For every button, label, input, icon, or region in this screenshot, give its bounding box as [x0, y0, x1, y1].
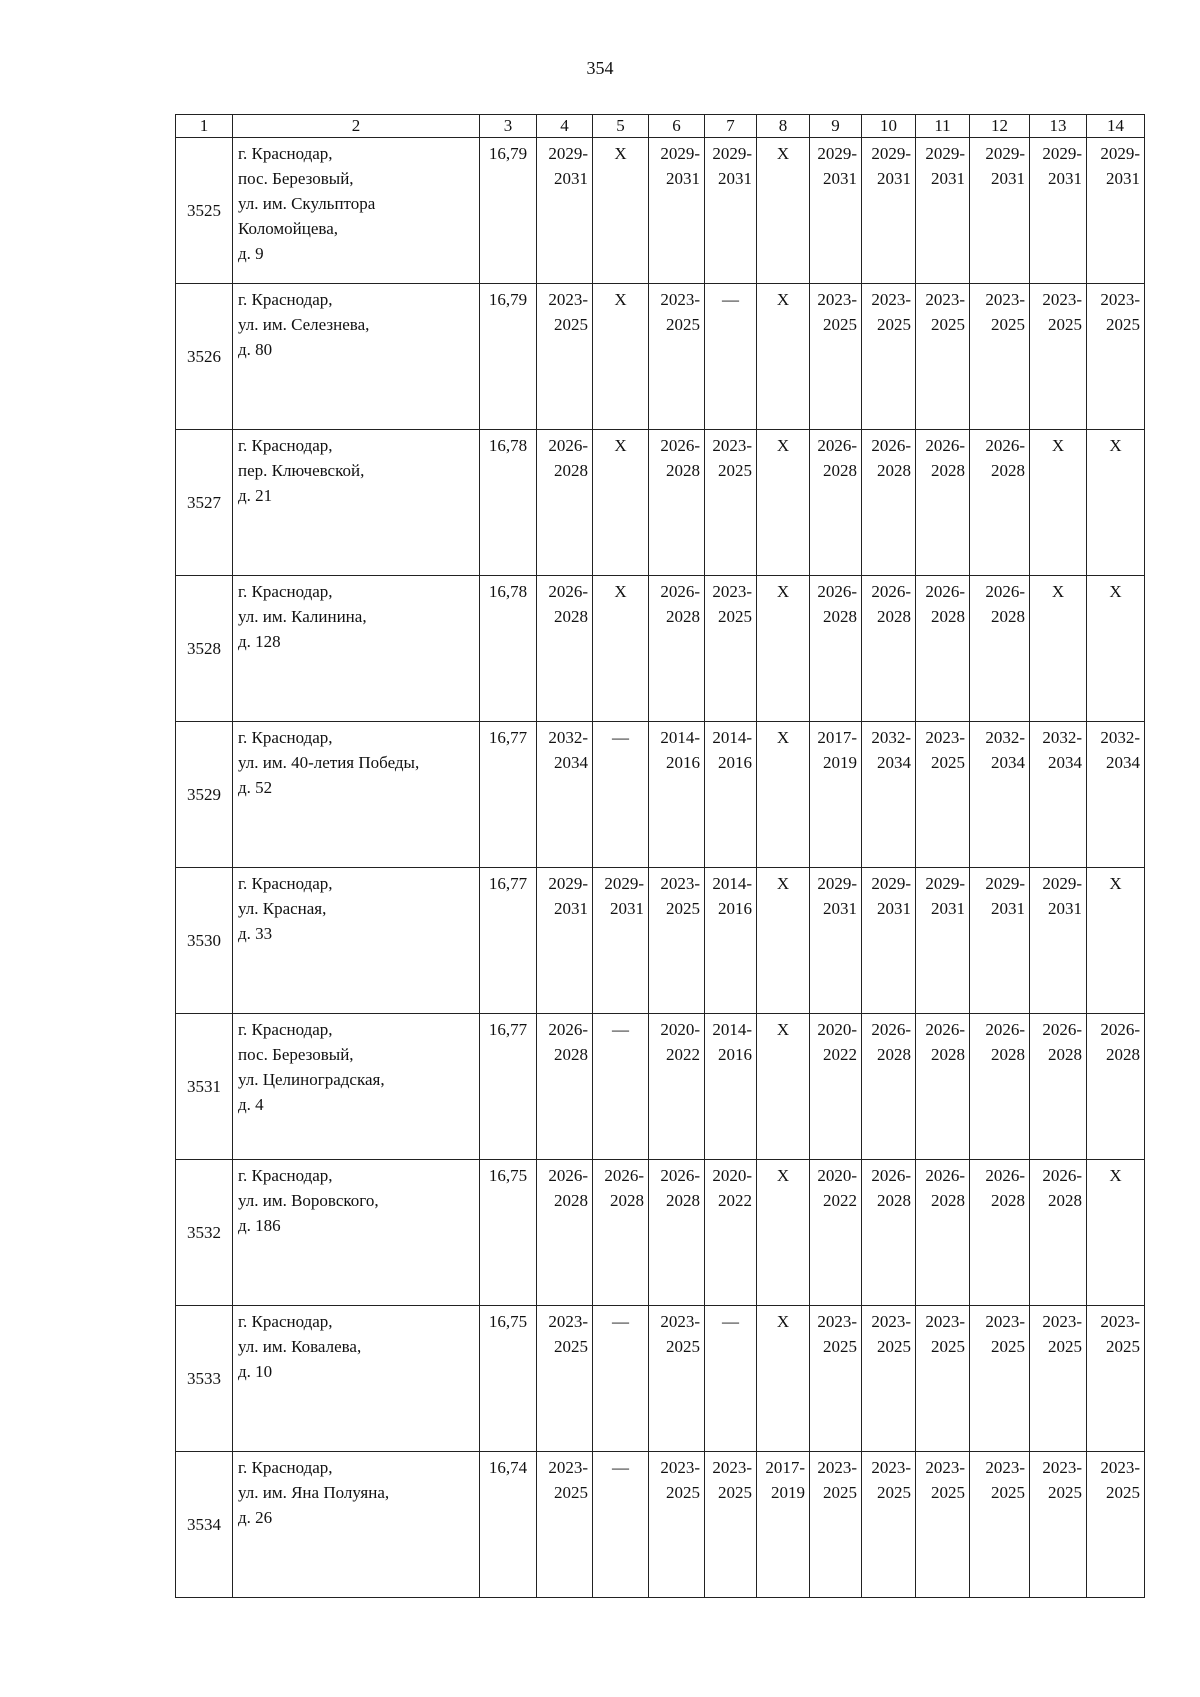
address-line: г. Краснодар,: [238, 436, 333, 455]
period-cell: X: [593, 284, 649, 430]
period-cell: 2029- 2031: [810, 868, 862, 1014]
register-table: [175, 114, 1145, 1598]
area-cell: 16,74: [480, 1452, 537, 1598]
address-cell: [233, 284, 480, 430]
period-cell: 2026- 2028: [1030, 1014, 1087, 1160]
address-line: ул. им. Яна Полуяна,: [238, 1483, 390, 1502]
period-cell: 2029- 2031: [1030, 868, 1087, 1014]
period-cell: 2026- 2028: [1030, 1160, 1087, 1306]
column-header: 6: [649, 115, 705, 138]
table-row: [176, 284, 1145, 430]
address-cell: [233, 722, 480, 868]
table-row: [176, 722, 1145, 868]
area-cell: 16,77: [480, 868, 537, 1014]
column-header: 10: [862, 115, 916, 138]
period-cell: 2023- 2025: [537, 1452, 593, 1598]
period-cell: X: [757, 1014, 810, 1160]
period-cell: X: [1087, 430, 1145, 576]
address-line: д. 9: [238, 244, 264, 263]
period-cell: 2032- 2034: [1087, 722, 1145, 868]
period-cell: X: [757, 284, 810, 430]
period-cell: 2026- 2028: [916, 1160, 970, 1306]
period-cell: 2026- 2028: [537, 1014, 593, 1160]
address-line: ул. им. Ковалева,: [238, 1337, 362, 1356]
column-header: 7: [705, 115, 757, 138]
address-line: ул. им. Калинина,: [238, 607, 367, 626]
period-cell: 2026- 2028: [810, 576, 862, 722]
period-cell: —: [705, 284, 757, 430]
period-cell: 2023- 2025: [916, 284, 970, 430]
period-cell: 2029- 2031: [705, 138, 757, 284]
address-cell: [233, 1014, 480, 1160]
table-row: [176, 1452, 1145, 1598]
period-cell: X: [593, 576, 649, 722]
period-cell: 2023- 2025: [970, 1452, 1030, 1598]
period-cell: 2023- 2025: [1030, 284, 1087, 430]
column-header: 8: [757, 115, 810, 138]
area-cell: 16,78: [480, 576, 537, 722]
period-cell: 2023- 2025: [810, 1306, 862, 1452]
address-line: г. Краснодар,: [238, 1458, 333, 1477]
period-cell: X: [1087, 1160, 1145, 1306]
period-cell: 2026- 2028: [862, 1014, 916, 1160]
period-cell: 2026- 2028: [1087, 1014, 1145, 1160]
address-line: ул. Красная,: [238, 899, 327, 918]
address-line: Коломойцева,: [238, 219, 339, 238]
row-number: 3530: [176, 868, 233, 1014]
period-cell: 2023- 2025: [705, 1452, 757, 1598]
period-cell: X: [1087, 868, 1145, 1014]
row-number: 3525: [176, 138, 233, 284]
period-cell: 2032- 2034: [537, 722, 593, 868]
header-row: [176, 115, 1145, 138]
period-cell: 2023- 2025: [649, 868, 705, 1014]
period-cell: 2029- 2031: [593, 868, 649, 1014]
column-header: 3: [480, 115, 537, 138]
area-cell: 16,75: [480, 1160, 537, 1306]
column-header: 11: [916, 115, 970, 138]
period-cell: 2023- 2025: [970, 284, 1030, 430]
period-cell: 2026- 2028: [916, 430, 970, 576]
period-cell: X: [593, 430, 649, 576]
address-line: ул. им. Скульптора: [238, 194, 376, 213]
period-cell: —: [593, 1306, 649, 1452]
period-cell: X: [757, 1160, 810, 1306]
period-cell: 2020- 2022: [649, 1014, 705, 1160]
row-number: 3531: [176, 1014, 233, 1160]
address-line: г. Краснодар,: [238, 874, 333, 893]
period-cell: X: [757, 868, 810, 1014]
period-cell: 2014- 2016: [705, 722, 757, 868]
period-cell: 2029- 2031: [916, 868, 970, 1014]
address-line: ул. им. Селезнева,: [238, 315, 370, 334]
period-cell: 2023- 2025: [1030, 1306, 1087, 1452]
row-number: 3527: [176, 430, 233, 576]
period-cell: 2017- 2019: [757, 1452, 810, 1598]
period-cell: 2029- 2031: [1030, 138, 1087, 284]
period-cell: 2023- 2025: [862, 284, 916, 430]
address-line: г. Краснодар,: [238, 144, 333, 163]
period-cell: 2026- 2028: [537, 1160, 593, 1306]
address-cell: [233, 1160, 480, 1306]
area-cell: 16,75: [480, 1306, 537, 1452]
period-cell: 2023- 2025: [705, 430, 757, 576]
period-cell: X: [757, 430, 810, 576]
period-cell: 2023- 2025: [649, 1452, 705, 1598]
area-cell: 16,79: [480, 284, 537, 430]
period-cell: 2029- 2031: [862, 138, 916, 284]
period-cell: 2014- 2016: [705, 1014, 757, 1160]
address-line: д. 10: [238, 1362, 273, 1381]
period-cell: 2017- 2019: [810, 722, 862, 868]
column-header: 5: [593, 115, 649, 138]
row-number: 3529: [176, 722, 233, 868]
period-cell: 2026- 2028: [649, 430, 705, 576]
area-cell: 16,77: [480, 1014, 537, 1160]
address-line: пос. Березовый,: [238, 169, 354, 188]
period-cell: 2029- 2031: [810, 138, 862, 284]
address-cell: [233, 1306, 480, 1452]
address-line: г. Краснодар,: [238, 1020, 333, 1039]
period-cell: 2020- 2022: [705, 1160, 757, 1306]
period-cell: 2023- 2025: [649, 1306, 705, 1452]
address-line: ул. им. 40-летия Победы,: [238, 753, 420, 772]
address-line: д. 21: [238, 486, 273, 505]
address-cell: [233, 430, 480, 576]
period-cell: 2023- 2025: [862, 1452, 916, 1598]
row-number: 3532: [176, 1160, 233, 1306]
period-cell: 2029- 2031: [649, 138, 705, 284]
period-cell: 2023- 2025: [649, 284, 705, 430]
column-header: 14: [1087, 115, 1145, 138]
period-cell: X: [1030, 430, 1087, 576]
column-header: 12: [970, 115, 1030, 138]
column-header: 9: [810, 115, 862, 138]
period-cell: X: [757, 576, 810, 722]
period-cell: 2029- 2031: [537, 138, 593, 284]
period-cell: 2023- 2025: [537, 284, 593, 430]
address-line: д. 186: [238, 1216, 281, 1235]
address-line: пер. Ключевской,: [238, 461, 365, 480]
period-cell: X: [757, 1306, 810, 1452]
period-cell: 2026- 2028: [649, 1160, 705, 1306]
period-cell: 2029- 2031: [970, 138, 1030, 284]
period-cell: 2032- 2034: [1030, 722, 1087, 868]
address-cell: [233, 868, 480, 1014]
address-line: д. 80: [238, 340, 273, 359]
period-cell: X: [1030, 576, 1087, 722]
table-row: [176, 138, 1145, 284]
address-line: ул. им. Воровского,: [238, 1191, 379, 1210]
period-cell: 2026- 2028: [537, 430, 593, 576]
period-cell: 2023- 2025: [1087, 1452, 1145, 1598]
address-line: д. 26: [238, 1508, 273, 1527]
table-row: [176, 868, 1145, 1014]
period-cell: 2032- 2034: [970, 722, 1030, 868]
address-cell: [233, 1452, 480, 1598]
address-line: г. Краснодар,: [238, 1312, 333, 1331]
period-cell: 2014- 2016: [705, 868, 757, 1014]
table-row: [176, 576, 1145, 722]
period-cell: 2023- 2025: [1087, 284, 1145, 430]
period-cell: —: [593, 1014, 649, 1160]
row-number: 3526: [176, 284, 233, 430]
table-row: [176, 1014, 1145, 1160]
table-row: [176, 1306, 1145, 1452]
address-line: д. 52: [238, 778, 273, 797]
column-header: 1: [176, 115, 233, 138]
row-number: 3528: [176, 576, 233, 722]
period-cell: 2023- 2025: [810, 1452, 862, 1598]
period-cell: 2023- 2025: [1030, 1452, 1087, 1598]
period-cell: X: [1087, 576, 1145, 722]
period-cell: 2023- 2025: [916, 1452, 970, 1598]
period-cell: 2026- 2028: [970, 576, 1030, 722]
period-cell: —: [593, 1452, 649, 1598]
period-cell: 2029- 2031: [916, 138, 970, 284]
period-cell: —: [705, 1306, 757, 1452]
period-cell: 2029- 2031: [537, 868, 593, 1014]
address-cell: [233, 576, 480, 722]
period-cell: 2026- 2028: [970, 430, 1030, 576]
period-cell: 2026- 2028: [537, 576, 593, 722]
period-cell: 2023- 2025: [862, 1306, 916, 1452]
period-cell: 2029- 2031: [970, 868, 1030, 1014]
period-cell: 2014- 2016: [649, 722, 705, 868]
address-cell: [233, 138, 480, 284]
period-cell: 2029- 2031: [1087, 138, 1145, 284]
address-line: д. 128: [238, 632, 281, 651]
period-cell: 2026- 2028: [970, 1160, 1030, 1306]
address-line: г. Краснодар,: [238, 728, 333, 747]
period-cell: 2026- 2028: [862, 1160, 916, 1306]
period-cell: X: [593, 138, 649, 284]
period-cell: 2020- 2022: [810, 1160, 862, 1306]
period-cell: X: [757, 138, 810, 284]
period-cell: 2023- 2025: [705, 576, 757, 722]
area-cell: 16,79: [480, 138, 537, 284]
table-body: [176, 115, 1145, 1598]
row-number: 3533: [176, 1306, 233, 1452]
area-cell: 16,77: [480, 722, 537, 868]
address-line: ул. Целиноградская,: [238, 1070, 385, 1089]
period-cell: 2026- 2028: [916, 1014, 970, 1160]
period-cell: 2023- 2025: [1087, 1306, 1145, 1452]
address-line: д. 33: [238, 924, 273, 943]
period-cell: 2032- 2034: [862, 722, 916, 868]
column-header: 2: [233, 115, 480, 138]
table-row: [176, 430, 1145, 576]
page-number: 354: [586, 58, 614, 78]
address-line: д. 4: [238, 1095, 264, 1114]
period-cell: 2023- 2025: [916, 722, 970, 868]
period-cell: 2026- 2028: [810, 430, 862, 576]
period-cell: 2023- 2025: [537, 1306, 593, 1452]
period-cell: 2023- 2025: [916, 1306, 970, 1452]
address-line: г. Краснодар,: [238, 582, 333, 601]
period-cell: X: [757, 722, 810, 868]
period-cell: 2026- 2028: [970, 1014, 1030, 1160]
column-header: 4: [537, 115, 593, 138]
period-cell: 2026- 2028: [862, 430, 916, 576]
column-header: 13: [1030, 115, 1087, 138]
period-cell: 2020- 2022: [810, 1014, 862, 1160]
period-cell: 2026- 2028: [862, 576, 916, 722]
period-cell: 2029- 2031: [862, 868, 916, 1014]
address-line: г. Краснодар,: [238, 1166, 333, 1185]
table-row: [176, 1160, 1145, 1306]
address-line: пос. Березовый,: [238, 1045, 354, 1064]
address-line: г. Краснодар,: [238, 290, 333, 309]
period-cell: 2026- 2028: [593, 1160, 649, 1306]
period-cell: 2026- 2028: [916, 576, 970, 722]
period-cell: 2023- 2025: [970, 1306, 1030, 1452]
row-number: 3534: [176, 1452, 233, 1598]
period-cell: —: [593, 722, 649, 868]
area-cell: 16,78: [480, 430, 537, 576]
period-cell: 2026- 2028: [649, 576, 705, 722]
period-cell: 2023- 2025: [810, 284, 862, 430]
